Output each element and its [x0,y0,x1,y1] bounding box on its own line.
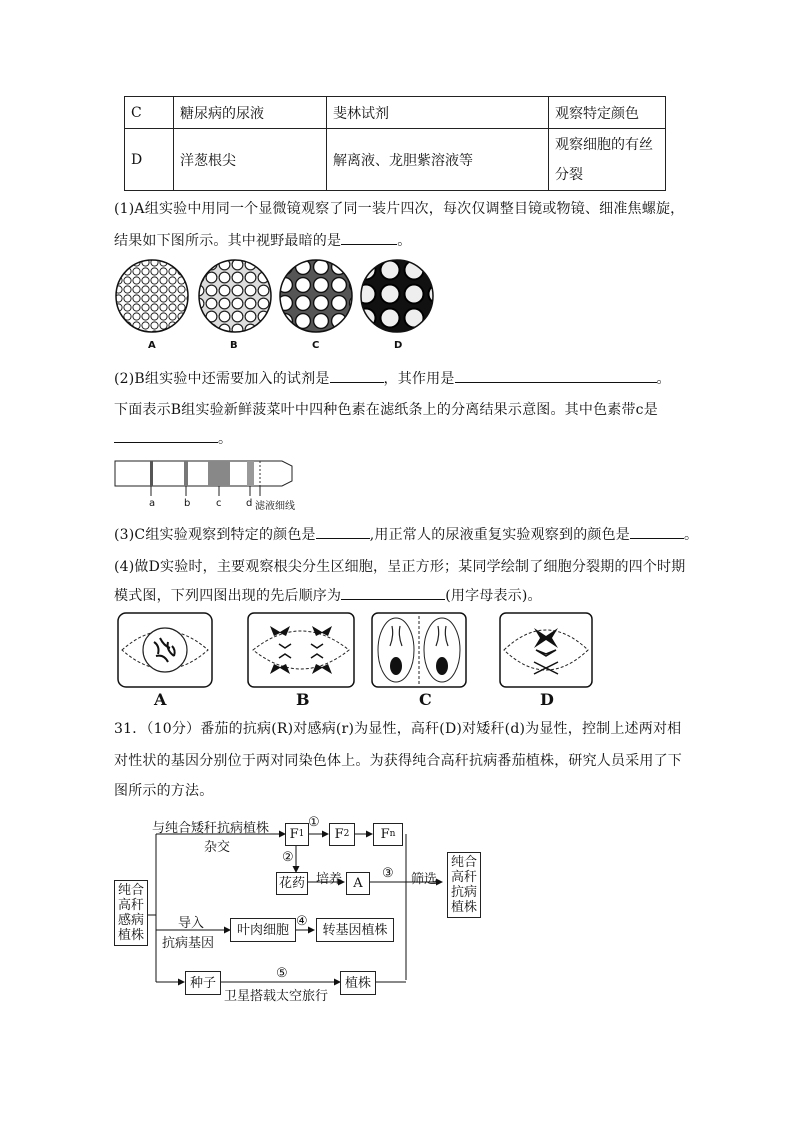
field-c-label: C [312,340,320,351]
q4-line2 [114,585,542,605]
cross-label-top: 与纯合矮秆抗病植株 [152,821,270,836]
f2-main-text: F [334,827,344,842]
strip-caption: 滤液细线 [255,501,295,512]
f2-subscript: 2 [343,829,350,839]
band-label-b: b [184,498,191,509]
cell-division-figure [116,612,596,690]
pigment-band-c [208,461,230,486]
q4-line1: (4)做D实验时，主要观察根尖分生区细胞，呈正方形；某同学绘制了细胞分裂期的四个时期 [114,559,686,575]
cell-d-label: D [540,690,554,709]
table-cell-reagent: 解离液、龙胆紫溶液等 [327,129,549,191]
fn-subscript: n [389,829,396,839]
step-2-label: ② [282,850,294,865]
cell-a-label: A [154,690,167,709]
answer-blank[interactable] [630,524,684,539]
field-b-label: B [230,340,238,351]
field-a-image [116,260,188,332]
q2-line2: 下面表示B组实验新鲜菠菜叶中四种色素在滤纸条上的分离结果示意图。其中色素带c是 [114,402,658,418]
q2-end: 。 [218,431,233,447]
q3-end: 。 [684,527,699,543]
q2-line1 [114,368,671,388]
result-plant-box: 纯合高秆抗病植株 [447,852,481,918]
table-cell-reagent: 斐林试剂 [327,97,549,129]
q31-line1: 31．（10分）番茄的抗病(R)对感病(r)为显性，高秆(D)对矮秆(d)为显性，控制上述两对相 [114,721,682,737]
leaf-cell-box: 叶肉细胞 [230,918,296,942]
f1-main-text: F [289,827,299,842]
band-label-a: a [149,498,156,509]
answer-blank[interactable] [316,524,370,539]
a-box: A [346,872,370,895]
step-3-label: ③ [382,866,394,881]
table-cell-group: D [125,129,174,191]
step-4-label: ④ [296,914,308,929]
table-cell-material: 洋葱根尖 [174,129,327,191]
start-plant-box: 纯合高秆感病植株 [114,880,148,946]
q3-line [114,524,698,544]
answer-blank[interactable] [341,585,445,600]
q4-end: (用字母表示)。 [445,588,542,604]
cell-b-label: B [296,690,310,709]
plant-box: 植株 [340,971,376,995]
fn-box [373,823,403,846]
pigment-band-a [150,461,153,486]
transgenic-plant-box: 转基因植株 [316,918,394,942]
q2-line3 [114,428,232,448]
cell-b-anaphase [248,613,354,687]
q4-text: 模式图，下列四图出现的先后顺序为 [114,588,342,604]
q1-text: 结果如下图所示。其中视野最暗的是 [114,233,342,249]
answer-blank[interactable] [341,230,397,245]
field-a-label: A [148,340,156,351]
band-label-c: c [216,498,222,509]
select-label: 筛选 [411,872,438,887]
pigment-band-b [184,461,188,486]
q2-end: 。 [656,371,671,387]
experiment-table [124,96,666,191]
q2-text: (2)B组实验中还需要加入的试剂是 [114,371,330,387]
pigment-band-d [247,461,254,486]
q1-end: 。 [397,233,412,249]
field-c-image [280,260,352,332]
q1-line1: (1)A组实验中用同一个显微镜观察了同一装片四次，每次仅调整目镜或物镜、细准焦螺旋， [114,201,685,217]
table-cell-content: 观察细胞的有丝分裂 [549,129,666,191]
table-row [125,97,666,129]
cell-d-metaphase [500,613,592,687]
f1-box [285,823,309,846]
field-d-image [361,260,433,332]
q2-text-mid: ，其作用是 [383,371,455,387]
f2-box [329,823,355,846]
field-b-image [199,260,271,332]
answer-blank[interactable] [455,368,657,383]
q1-line2 [114,230,411,250]
satellite-label: 卫星搭载太空旅行 [224,989,329,1004]
cross-label-bottom: 杂交 [204,840,231,855]
cell-a-prophase [118,613,212,687]
answer-blank[interactable] [330,368,384,383]
culture-label: 培养 [316,872,343,887]
answer-blank[interactable] [114,428,218,443]
step-1-label: ① [308,815,320,830]
q31-line3: 图所示的方法。 [114,783,214,799]
q3-text: (3)C组实验观察到特定的颜色是 [114,527,316,543]
import-label-top: 导入 [178,916,205,931]
q3-text-mid: ,用正常人的尿液重复实验观察到的颜色是 [369,527,630,543]
band-label-d: d [246,498,253,509]
table-cell-content: 观察特定颜色 [549,97,666,129]
f1-subscript: 1 [298,829,305,839]
anther-box: 花药 [276,872,308,895]
table-cell-group: C [125,97,174,129]
table-row [125,129,666,191]
cell-c-telophase [372,613,466,687]
step-5-label: ⑤ [276,966,288,981]
cell-c-label: C [419,690,432,709]
import-label-bottom: 抗病基因 [162,936,215,951]
fn-main-text: F [380,827,390,842]
field-d-label: D [394,340,403,351]
table-cell-material: 糖尿病的尿液 [174,97,327,129]
q31-line2: 对性状的基因分别位于两对同染色体上。为获得纯合高秆抗病番茄植株，研究人员采用了下 [114,753,682,769]
seed-box: 种子 [185,971,221,995]
